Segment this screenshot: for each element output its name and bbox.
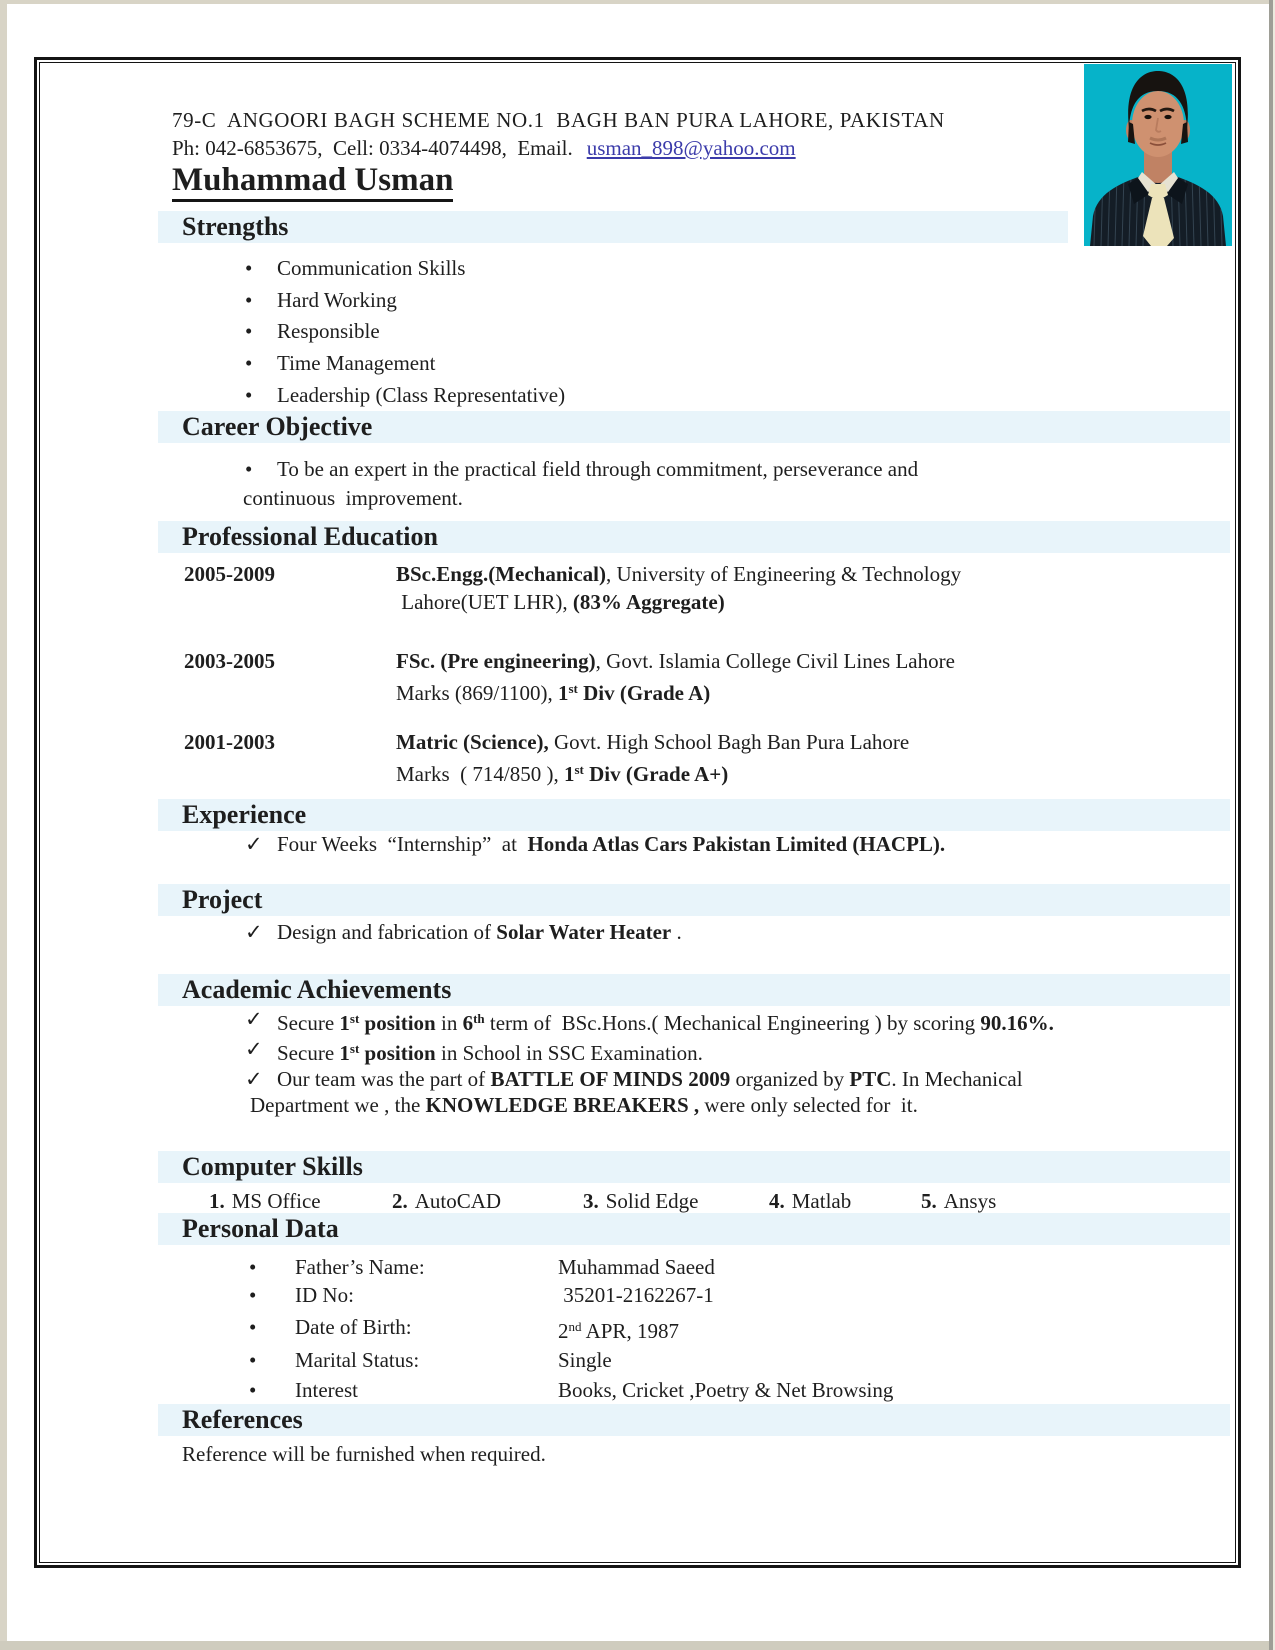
bullet-icon: •: [245, 256, 253, 280]
personal-data-value: Books, Cricket ,Poetry & Net Browsing: [558, 1378, 894, 1402]
experience-item: ✓ Four Weeks “Internship” at Honda Atlas Cars Pakistan Limited (HACPL).: [245, 832, 946, 856]
section-strengths-header: [158, 211, 1068, 243]
checkmark-icon: ✓: [245, 1067, 263, 1091]
skill-item: 4. Matlab: [769, 1189, 852, 1213]
education-detail: BSc.Engg.(Mechanical), University of Engineering & Technology: [396, 562, 962, 586]
references-text: Reference will be furnished when required.: [182, 1442, 546, 1466]
portrait-illustration: [1084, 64, 1232, 246]
strength-item: • Time Management: [245, 351, 436, 375]
personal-data-row: [249, 1253, 715, 1281]
personal-data-value: 2nd APR, 1987: [558, 1319, 679, 1343]
personal-data-row: [249, 1313, 679, 1345]
education-years: 2001-2003: [184, 730, 275, 754]
section-title: Academic Achievements: [182, 975, 452, 1004]
project-item: ✓ Design and fabrication of Solar Water Heater .: [245, 920, 682, 944]
achievement-item-continuation: Department we , the KNOWLEDGE BREAKERS , were only selected for it.: [250, 1093, 918, 1117]
section-achievements-header: [158, 974, 1230, 1006]
education-detail: Matric (Science), Govt. High School Bagh Ban Pura Lahore: [396, 730, 910, 754]
section-title: Experience: [182, 800, 307, 829]
achievement-item: ✓ Our team was the part of BATTLE OF MINDS 2009 organized by PTC. In Mechanical: [245, 1067, 1023, 1091]
section-title: Project: [182, 885, 263, 914]
candidate-name: Muhammad Usman: [172, 162, 453, 202]
bullet-icon: •: [245, 319, 253, 343]
bullet-icon: •: [245, 457, 253, 481]
personal-data-row: [249, 1346, 612, 1374]
achievement-item: ✓ Secure 1st position in 6th term of BSc.Hons.( Mechanical Engineering ) by scoring 90.16%.: [245, 1007, 1054, 1035]
section-title: References: [182, 1405, 303, 1434]
address-line: 79-C ANGOORI BAGH SCHEME NO.1 BAGH BAN PURA LAHORE, PAKISTAN: [172, 108, 945, 132]
scan-edge-left: [0, 0, 7, 1650]
personal-data-row: [249, 1376, 893, 1404]
education-entry: [184, 728, 1196, 788]
personal-data-label: Father’s Name:: [295, 1255, 425, 1279]
personal-data-value: Single: [558, 1348, 612, 1372]
checkmark-icon: ✓: [245, 920, 263, 944]
section-career-objective-header: [158, 411, 1230, 443]
section-education-header: [158, 521, 1230, 553]
personal-data-label: Marital Status:: [295, 1348, 420, 1372]
checkmark-icon: ✓: [245, 1037, 263, 1061]
phone-line: [172, 136, 796, 161]
personal-data-label: Date of Birth:: [295, 1315, 412, 1339]
scan-edge-top: [0, 0, 1275, 4]
strength-item: • Communication Skills: [245, 256, 466, 280]
bullet-icon: •: [245, 288, 253, 312]
section-computer-skills-header: [158, 1151, 1230, 1183]
section-title: Personal Data: [182, 1214, 339, 1243]
objective-line-2: continuous improvement.: [243, 486, 463, 510]
section-title: Professional Education: [182, 522, 438, 551]
bullet-icon: •: [249, 1255, 257, 1279]
scan-edge-bottom: [0, 1641, 1275, 1650]
section-references-header: [158, 1404, 1230, 1436]
strength-item: • Responsible: [245, 319, 380, 343]
objective-line-1: • To be an expert in the practical field through commitment, perseverance and: [245, 457, 919, 481]
section-title: Strengths: [182, 212, 289, 241]
phone-text: Ph: 042-6853675, Cell: 0334-4074498, Email.: [172, 136, 573, 160]
checkmark-icon: ✓: [245, 832, 263, 856]
skill-item: 5. Ansys: [921, 1189, 997, 1213]
education-detail: Marks (869/1100), 1st Div (Grade A): [396, 681, 711, 705]
section-project-header: [158, 884, 1230, 916]
education-detail: FSc. (Pre engineering), Govt. Islamia College Civil Lines Lahore: [396, 649, 955, 673]
education-entry: [184, 560, 1196, 616]
education-years: 2003-2005: [184, 649, 275, 673]
education-years: 2005-2009: [184, 562, 275, 586]
personal-data-row: [249, 1281, 714, 1309]
education-detail: Marks ( 714/850 ), 1st Div (Grade A+): [396, 762, 729, 786]
strength-item: • Leadership (Class Representative): [245, 383, 566, 407]
email-link[interactable]: usman_898@yahoo.com: [586, 136, 796, 160]
checkmark-icon: ✓: [245, 1007, 263, 1031]
education-entry: [184, 647, 1196, 707]
bullet-icon: •: [249, 1315, 257, 1339]
bullet-icon: •: [249, 1283, 257, 1307]
skill-item: 1. MS Office: [209, 1189, 321, 1213]
skill-item: 3. Solid Edge: [583, 1189, 699, 1213]
personal-data-label: Interest: [295, 1378, 358, 1402]
strength-item: • Hard Working: [245, 288, 397, 312]
personal-data-label: ID No:: [295, 1283, 354, 1307]
skill-item: 2. AutoCAD: [392, 1189, 502, 1213]
section-experience-header: [158, 799, 1230, 831]
personal-data-value: 35201-2162267-1: [558, 1283, 714, 1307]
section-title: Career Objective: [182, 412, 373, 441]
education-detail: Lahore(UET LHR), (83% Aggregate): [396, 590, 725, 614]
personal-data-value: Muhammad Saeed: [558, 1255, 715, 1279]
bullet-icon: •: [249, 1348, 257, 1372]
bullet-icon: •: [249, 1378, 257, 1402]
section-title: Computer Skills: [182, 1152, 363, 1181]
achievement-item: ✓ Secure 1st position in School in SSC Examination.: [245, 1037, 703, 1065]
bullet-icon: •: [245, 351, 253, 375]
bullet-icon: •: [245, 383, 253, 407]
candidate-photo: [1084, 64, 1232, 246]
section-personal-data-header: [158, 1213, 1230, 1245]
